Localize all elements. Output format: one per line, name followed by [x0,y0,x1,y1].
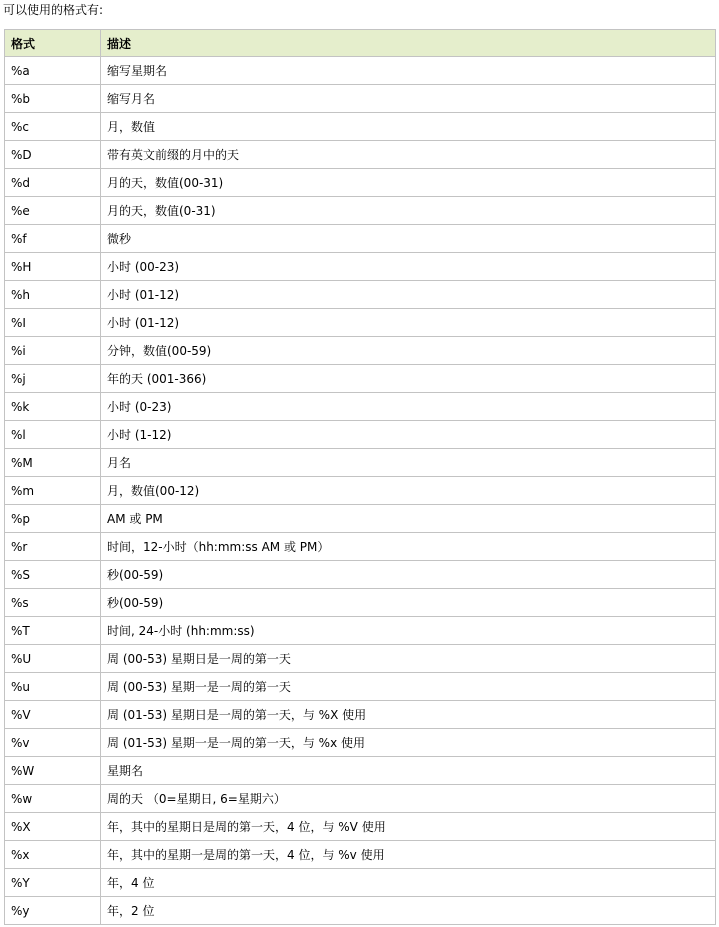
format-description-cell: 周 (01-53) 星期日是一周的第一天，与 %X 使用 [101,701,716,729]
table-body [5,57,716,925]
format-code-cell: %X [5,813,101,841]
format-description-cell: 带有英文前缀的月中的天 [101,141,716,169]
format-code-cell: %p [5,505,101,533]
table-row [5,85,716,113]
table-row [5,785,716,813]
format-code-cell: %T [5,617,101,645]
format-code-cell: %D [5,141,101,169]
format-description-cell: 微秒 [101,225,716,253]
format-code-cell: %j [5,365,101,393]
format-description-cell: 月的天，数值(00-31) [101,169,716,197]
table-row [5,673,716,701]
format-code-cell: %v [5,729,101,757]
format-code-cell: %M [5,449,101,477]
table-row [5,729,716,757]
table-row [5,421,716,449]
format-description-cell: 年，4 位 [101,869,716,897]
format-description-cell: 月名 [101,449,716,477]
format-description-cell: 小时 (01-12) [101,281,716,309]
table-row [5,477,716,505]
format-code-cell: %V [5,701,101,729]
format-description-cell: 年，其中的星期一是周的第一天，4 位，与 %v 使用 [101,841,716,869]
format-code-cell: %c [5,113,101,141]
intro-text: 可以使用的格式有: [3,3,104,17]
table-row [5,841,716,869]
format-code-cell: %h [5,281,101,309]
format-description-cell: 星期名 [101,757,716,785]
table-row [5,365,716,393]
format-code-cell: %e [5,197,101,225]
format-description-cell: 周的天 （0=星期日, 6=星期六） [101,785,716,813]
format-table [4,29,716,925]
table-row [5,197,716,225]
table-row [5,505,716,533]
column-header-format: 格式 [5,30,101,57]
format-code-cell: %u [5,673,101,701]
table-header-row [5,30,716,57]
format-description-cell: 周 (01-53) 星期一是一周的第一天，与 %x 使用 [101,729,716,757]
format-code-cell: %a [5,57,101,85]
table-row [5,449,716,477]
format-description-cell: 秒(00-59) [101,589,716,617]
format-description-cell: 小时 (00-23) [101,253,716,281]
table-row [5,225,716,253]
format-description-cell: 小时 (0-23) [101,393,716,421]
table-row [5,589,716,617]
column-header-description: 描述 [101,30,716,57]
table-row [5,701,716,729]
format-description-cell: 月，数值(00-12) [101,477,716,505]
table-row [5,561,716,589]
format-code-cell: %I [5,309,101,337]
format-code-cell: %i [5,337,101,365]
table-row [5,533,716,561]
format-description-cell: 缩写星期名 [101,57,716,85]
format-description-cell: 月，数值 [101,113,716,141]
format-code-cell: %d [5,169,101,197]
format-code-cell: %Y [5,869,101,897]
table-row [5,281,716,309]
format-code-cell: %H [5,253,101,281]
table-row [5,113,716,141]
format-code-cell: %m [5,477,101,505]
table-row [5,393,716,421]
format-description-cell: 时间, 24-小时 (hh:mm:ss) [101,617,716,645]
table-row [5,169,716,197]
format-description-cell: AM 或 PM [101,505,716,533]
format-code-cell: %l [5,421,101,449]
table-row [5,309,716,337]
table-row [5,869,716,897]
format-code-cell: %w [5,785,101,813]
format-code-cell: %k [5,393,101,421]
format-description-cell: 周 (00-53) 星期一是一周的第一天 [101,673,716,701]
format-description-cell: 年的天 (001-366) [101,365,716,393]
table-row [5,337,716,365]
format-description-cell: 分钟，数值(00-59) [101,337,716,365]
format-code-cell: %W [5,757,101,785]
format-code-cell: %r [5,533,101,561]
table-row [5,617,716,645]
format-code-cell: %s [5,589,101,617]
table-row [5,645,716,673]
table-row [5,813,716,841]
format-description-cell: 缩写月名 [101,85,716,113]
format-description-cell: 小时 (01-12) [101,309,716,337]
format-description-cell: 秒(00-59) [101,561,716,589]
format-description-cell: 周 (00-53) 星期日是一周的第一天 [101,645,716,673]
format-description-cell: 时间，12-小时（hh:mm:ss AM 或 PM） [101,533,716,561]
table-row [5,253,716,281]
table-row [5,141,716,169]
table-row [5,757,716,785]
format-description-cell: 年，其中的星期日是周的第一天，4 位，与 %V 使用 [101,813,716,841]
format-code-cell: %y [5,897,101,925]
format-code-cell: %b [5,85,101,113]
format-code-cell: %U [5,645,101,673]
format-description-cell: 小时 (1-12) [101,421,716,449]
format-code-cell: %S [5,561,101,589]
table-row [5,57,716,85]
format-description-cell: 年，2 位 [101,897,716,925]
table-row [5,897,716,925]
format-code-cell: %x [5,841,101,869]
format-description-cell: 月的天，数值(0-31) [101,197,716,225]
format-code-cell: %f [5,225,101,253]
